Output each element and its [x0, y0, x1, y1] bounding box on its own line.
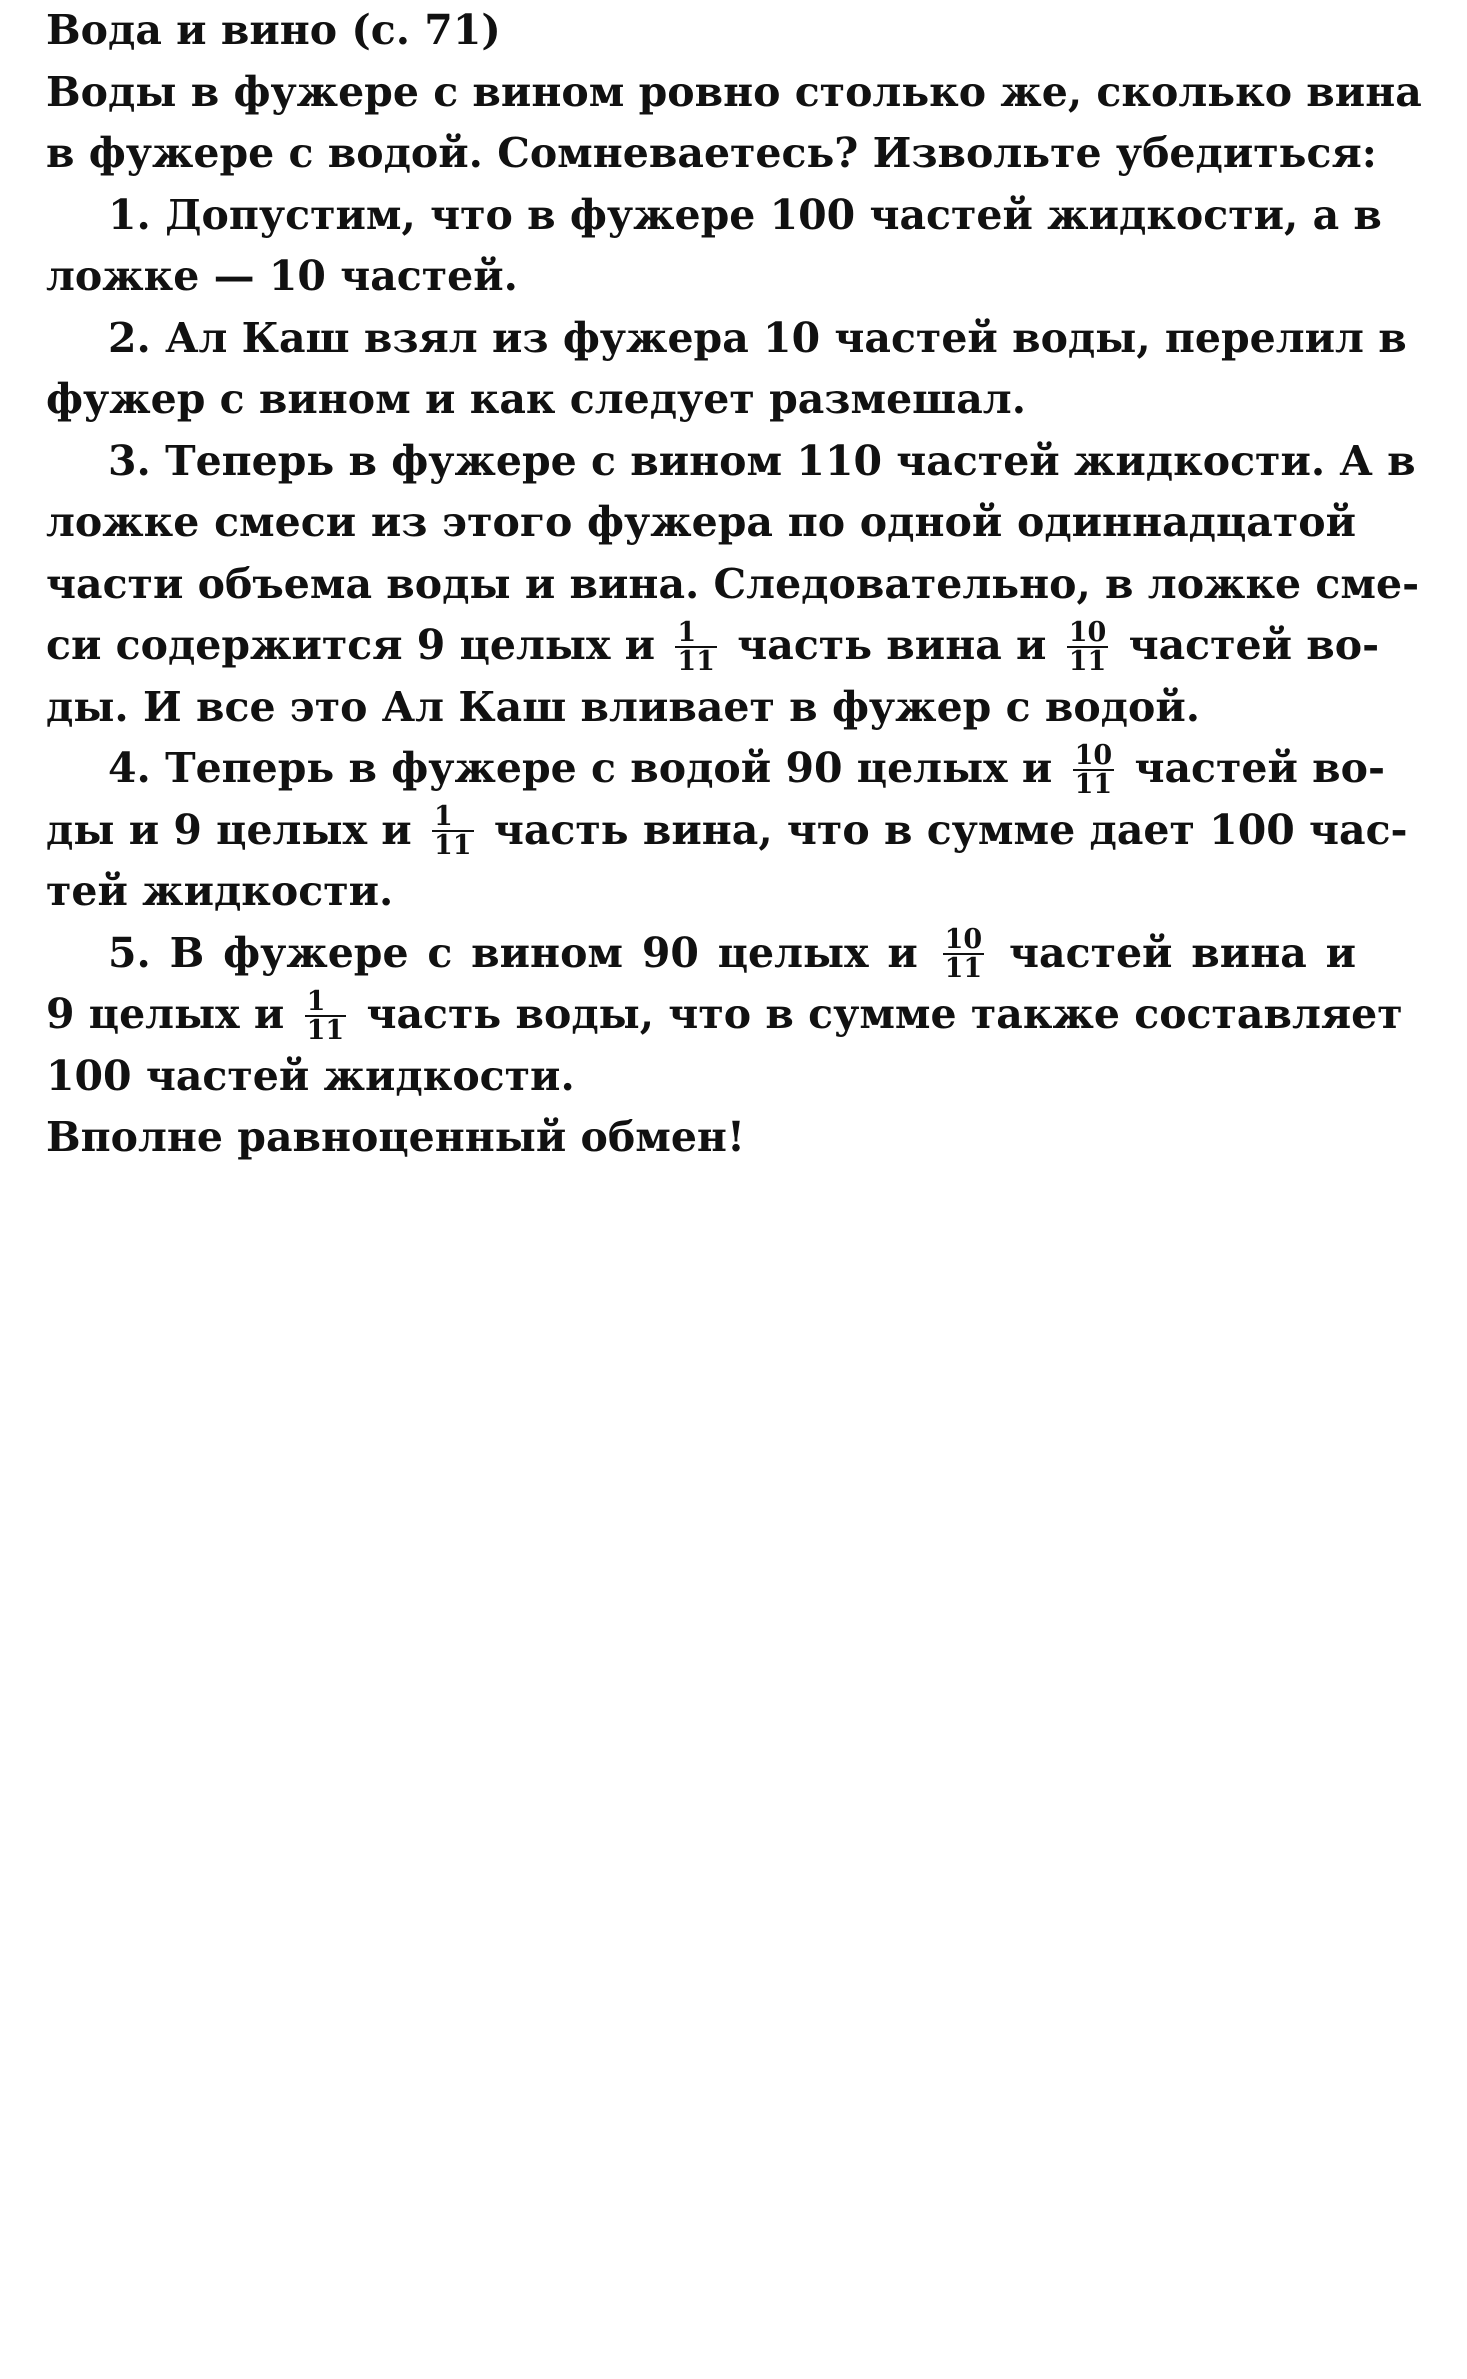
fraction-numerator: 1: [432, 803, 474, 832]
step-5-line-3: 100 частей жидкости.: [46, 1051, 575, 1100]
fraction-numerator: 1: [305, 988, 347, 1017]
step-4-line-1-text-a: 4. Теперь в фужере с водой 90 целых и: [108, 744, 1053, 792]
step-4-line-1-text-b: частей во-: [1134, 744, 1386, 792]
fraction-one-eleventh: [432, 803, 474, 859]
step-5-line-1: [46, 923, 1356, 985]
step-3-line-1: 3. Теперь в фужере с вином 110 частей жидкости. А в: [108, 436, 1416, 485]
step-5-line-2-text-a: 9 целых и: [46, 990, 285, 1038]
step-3-line-4-text-b: часть вина и: [737, 621, 1047, 669]
step-2-line-2: фужер с вином и как следует размешал.: [46, 375, 1026, 423]
step-3-line-4-text-a: си содержится 9 целых и: [46, 621, 656, 669]
step-4-line-3: тей жидкости.: [46, 867, 394, 915]
fraction-numerator: 10: [1068, 616, 1107, 648]
fraction-ten-elevenths: [1067, 616, 1109, 677]
fraction-one-eleventh: [305, 985, 347, 1046]
step-4-line-2: [46, 800, 1408, 862]
step-4-line-2-text-b: часть вина, что в сумме дает 100 час-: [493, 805, 1408, 854]
conclusion: Вполне равноценный обмен!: [46, 1113, 745, 1161]
step-3-line-2: ложке смеси из этого фужера по одной одиннадцатой: [46, 498, 1356, 546]
step-2-line-1: 2. Ал Каш взял из фужера 10 частей воды, перелил в: [108, 313, 1407, 362]
page-heading: Вода и вино (с. 71): [46, 6, 501, 54]
step-5-line-2-text-b: часть воды, что в сумме также составляет: [366, 990, 1403, 1038]
fraction-denominator: 11: [306, 1014, 345, 1046]
fraction-denominator: 11: [1074, 768, 1113, 800]
fraction-numerator: 10: [1074, 739, 1113, 771]
step-1-line-1: 1. Допустим, что в фужере 100 частей жидкости, а в: [108, 190, 1382, 239]
step-4-line-2-text-a: ды и 9 целых и: [46, 805, 412, 854]
step-5-line-1-text-b: частей вина и: [1009, 928, 1356, 977]
step-3-line-4: [46, 615, 1380, 677]
fraction-ten-elevenths: [943, 926, 985, 982]
step-3-line-3: части объема воды и вина. Следовательно, в ложке сме-: [46, 559, 1420, 608]
fraction-denominator: 11: [433, 830, 472, 861]
step-3-line-5: ды. И все это Ал Каш вливает в фужер с водой.: [46, 682, 1201, 731]
document-page: [46, 0, 1422, 1169]
step-5-line-1-text-a: 5. В фужере с вином 90 целых и: [108, 928, 918, 977]
fraction-numerator: 1: [675, 619, 717, 648]
fraction-denominator: 11: [944, 953, 983, 984]
step-5-line-2: [46, 984, 1403, 1046]
step-1-line-2: ложке — 10 частей.: [46, 252, 518, 300]
fraction-numerator: 10: [944, 924, 983, 955]
fraction-denominator: 11: [1068, 645, 1107, 677]
fraction-denominator: 11: [677, 645, 715, 677]
intro-line-1: Воды в фужере с вином ровно столько же, сколько вина: [46, 67, 1422, 116]
fraction-ten-elevenths: [1073, 739, 1115, 800]
step-4-line-1: [46, 738, 1386, 800]
step-3-line-4-text-c: частей во-: [1128, 621, 1380, 669]
fraction-one-eleventh: [675, 616, 717, 677]
intro-line-2: в фужере с водой. Сомневаетесь? Извольте убедиться:: [46, 129, 1377, 177]
